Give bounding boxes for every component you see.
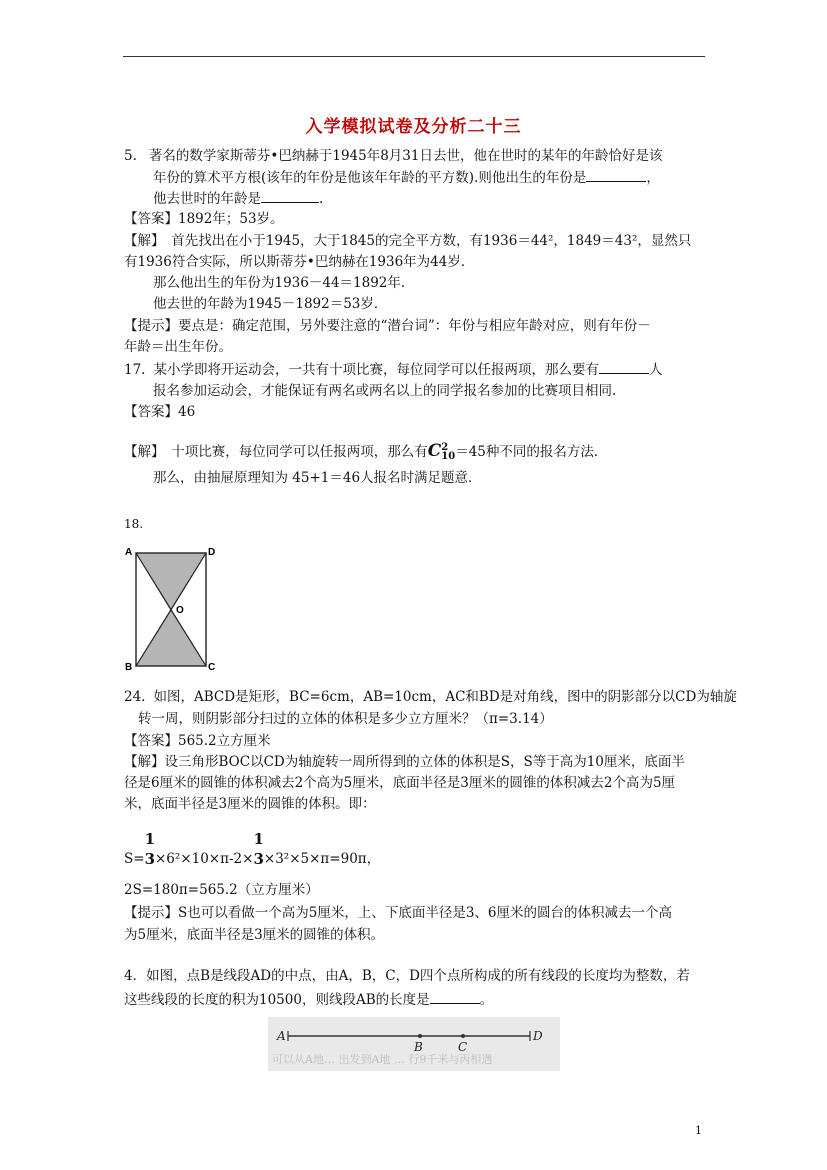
segment-figure <box>268 1017 560 1071</box>
q24-number: 24. <box>124 689 146 705</box>
point-c <box>461 1034 465 1038</box>
fraction-one-third-2: 1 3 <box>253 829 264 868</box>
q17-solution-2: 那么，由抽屉原理知为 45+1＝46人报名时满足题意． <box>153 470 482 486</box>
q17-answer: 【答案】46 <box>124 404 196 420</box>
q4-line1: 4．如图，点B是线段AD的中点，由A，B，C，D四个点所构成的所有线段的长度均为整数，若 <box>124 968 690 984</box>
q24-answer: 【答案】565.2立方厘米 <box>124 733 271 749</box>
seg-label-a: A <box>277 1029 286 1043</box>
page-number: 1 <box>695 1124 702 1137</box>
q5-number: 5. <box>124 148 137 164</box>
q17-blank <box>599 359 649 374</box>
fraction-one-third-1: 1 3 <box>144 829 155 868</box>
seg-label-b: B <box>414 1040 423 1054</box>
q18-number: 18. <box>124 517 144 531</box>
q24-tip-1: 【提示】S也可以看做一个高为5厘米，上、下底面半径是3、6厘米的圆台的体积减去一个高 <box>124 905 673 921</box>
q5-solution-2: 有1936符合实际，所以斯蒂芬•巴纳赫在1936年为44岁． <box>124 254 475 270</box>
header-rule <box>123 56 705 57</box>
q24-solution-3: 米，底面半径是3厘米的圆锥的体积。即： <box>124 796 376 812</box>
q24-equation: S= 1 3 ×6²×10×π-2× 1 3 ×3²×5×π=90π， <box>124 829 381 868</box>
shaded-triangle-bottom <box>136 610 206 666</box>
q5-text-1: 著名的数学家斯蒂芬•巴纳赫于1945年8月31日去世，他在世时的某年的年龄恰好是该 <box>148 148 663 164</box>
seg-label-c: C <box>458 1040 468 1054</box>
label-d: D <box>208 547 216 558</box>
point-b <box>418 1034 422 1038</box>
q5-tip-2: 年龄＝出生年份。 <box>124 339 232 355</box>
q5-solution-3: 那么他出生的年份为1936－44＝1892年． <box>153 275 415 291</box>
q5-solution-1: 【解】 首先找出在小于1945，大于1845的完全平方数，有1936＝44²，1849＝43²，显然只 <box>124 233 692 249</box>
q24-solution-1: 【解】设三角形BOC以CD为轴旋转一周所得到的立体的体积是S，S等于高为10厘米，底面半 <box>124 754 685 770</box>
q5-line3: 他去世时的年龄是 . <box>153 188 323 209</box>
shaded-triangle-top <box>136 553 206 610</box>
q24-equation-2: 2S=180π=565.2（立方厘米） <box>124 882 319 898</box>
seg-label-d: D <box>533 1029 543 1043</box>
combination-symbol: C 2 10 <box>427 441 456 462</box>
label-a: A <box>125 547 133 558</box>
q5-line2: 年份的算术平方根(该年的年份是他该年年龄的平方数).则他出生的年份是 ， <box>153 167 660 188</box>
q5-solution-4: 他去世的年龄为1945－1892＝53岁． <box>153 296 388 312</box>
q24-line2: 转一周，则阴影部分扫过的立体的体积是多少立方厘米？（π=3.14） <box>138 711 553 727</box>
q24-line1: 24. 如图，ABCD是矩形，BC=6cm，AB=10cm，AC和BD是对角线，图中的阴影部分以CD为轴旋 <box>124 689 737 705</box>
label-c: C <box>208 662 216 673</box>
q5-line1 <box>124 146 662 166</box>
q4-number: 4． <box>124 968 147 984</box>
q17-solution-1: 【解】 十项比赛，每位同学可以任报两项，那么有C 2 10 ＝45种不同的报名方法． <box>124 441 608 462</box>
q17-line1: 17. 某小学即将开运动会，一共有十项比赛，每位同学可以任报两项，那么要有 人 <box>124 359 662 380</box>
q4-blank <box>430 989 480 1004</box>
q4-line2: 这些线段的长度的积为10500，则线段AB的长度是 。 <box>124 989 493 1010</box>
q17-number: 17. <box>124 362 146 378</box>
rectangle-figure <box>120 540 230 675</box>
q5-blank-2 <box>261 188 319 203</box>
label-o: O <box>176 605 184 616</box>
q17-line2: 报名参加运动会，才能保证有两名或两名以上的同学报名参加的比赛项目相同. <box>153 383 617 399</box>
q5-blank-1 <box>586 167 646 182</box>
figure-background-text: 可以从A地… 出发到A地 … 行9千米与丙相遇 <box>272 1053 493 1066</box>
q24-solution-2: 径是6厘米的圆锥的体积减去2个高为5厘米，底面半径是3厘米的圆锥的体积减去2个高为5厘 <box>124 775 676 791</box>
page-title: 入学模拟试卷及分析二十三 <box>305 117 522 137</box>
q5-answer: 【答案】1892年；53岁。 <box>124 211 284 227</box>
label-b: B <box>125 662 133 673</box>
q24-tip-2: 为5厘米，底面半径是3厘米的圆锥的体积。 <box>124 927 385 943</box>
q5-tip-1: 【提示】要点是：确定范围，另外要注意的“潜台词”：年份与相应年龄对应，则有年份－ <box>124 318 651 334</box>
